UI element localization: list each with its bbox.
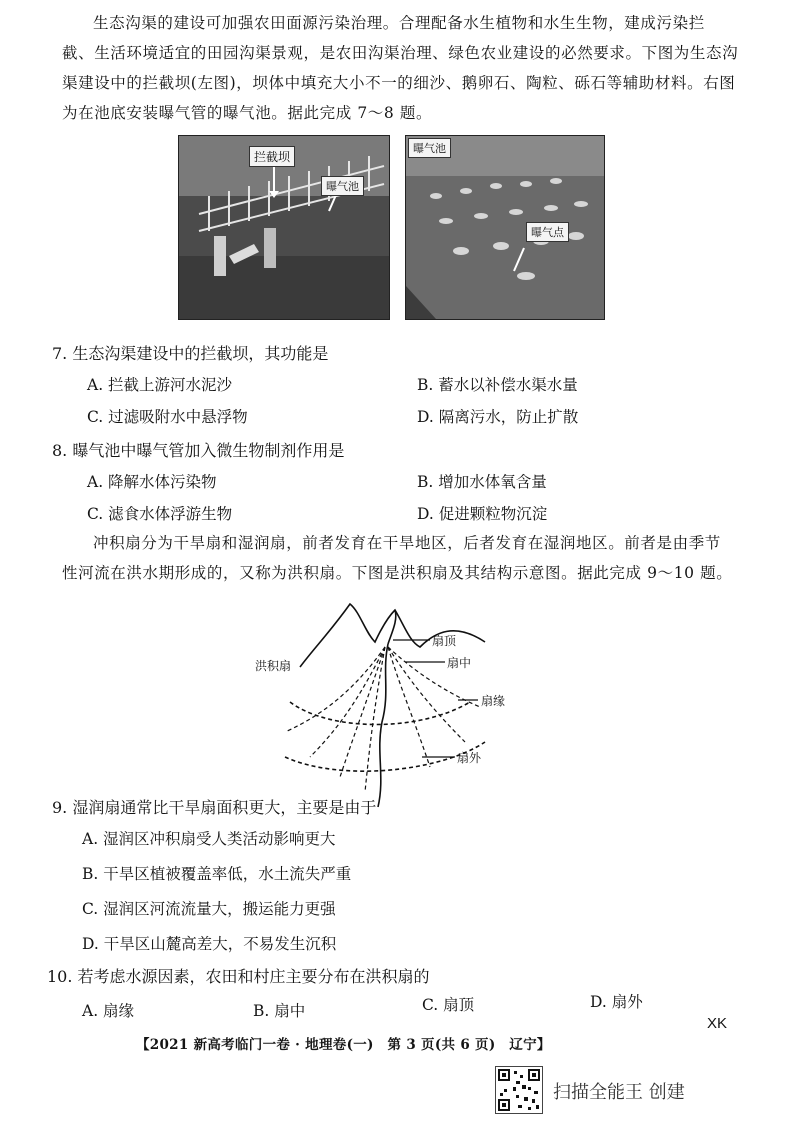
scanner-watermark: 扫描全能王 创建 [553,1082,685,1103]
q9-option-c: C. 湿润区河流流量大，搬运能力更强 [82,900,336,918]
intro2-line: 性河流在洪水期形成的，又称为洪积扇。下图是洪积扇及其结构示意图。据此完成 9～10 题。 [62,564,733,582]
page-footer: 【2021 新高考临门一卷 · 地理卷(一) 第 3 页(共 6 页) 辽宁】 [136,1037,551,1053]
intro-line: 为在池底安装曝气管的曝气池。据此完成 7～8 题。 [62,104,433,122]
q9-option-a: A. 湿润区冲积扇受人类活动影响更大 [82,830,336,848]
alluvial-fan-diagram [255,592,540,812]
q8-option-d: D. 促进颗粒物沉淀 [417,505,548,523]
intro-line: 生态沟渠的建设可加强农田面源污染治理。合理配备水生植物和水生生物，建成污染拦 [93,14,705,32]
fan-middle-label: 扇中 [447,656,472,670]
q8-option-b: B. 增加水体氧含量 [417,473,547,491]
footer-code: XK [707,1015,728,1032]
aeration-pool-photo [405,135,605,320]
dam-label: 拦截坝 [249,146,295,167]
q10-option-b: B. 扇中 [253,1002,306,1020]
fan-top-label: 扇顶 [432,634,457,648]
q7-option-b: B. 蓄水以补偿水渠水量 [417,376,578,394]
question-9-stem: 9. 湿润扇通常比干旱扇面积更大，主要是由于 [52,798,377,817]
pool-label-right: 曝气池 [408,138,451,158]
q9-option-d: D. 干旱区山麓高差大，不易发生沉积 [82,935,337,953]
fan-outside-label: 扇外 [457,751,482,765]
q8-option-c: C. 滤食水体浮游生物 [87,505,233,523]
dam-photo [178,135,390,320]
intro2-line: 冲积扇分为干旱扇和湿润扇，前者发育在干旱地区，后者发育在湿润地区。前者是由季节 [93,534,721,552]
pool-label-left: 曝气池 [321,176,364,196]
intro-paragraph-2 [62,528,752,588]
q7-option-c: C. 过滤吸附水中悬浮物 [87,408,248,426]
q9-option-b: B. 干旱区植被覆盖率低，水土流失严重 [82,865,352,883]
q8-option-a: A. 降解水体污染物 [87,473,217,491]
q10-option-d: D. 扇外 [590,993,643,1011]
fan-edge-label: 扇缘 [481,694,506,708]
question-7-stem: 7. 生态沟渠建设中的拦截坝，其功能是 [52,344,329,363]
question-8-stem: 8. 曝气池中曝气管加入微生物制剂作用是 [52,441,345,460]
question-10-stem: 10. 若考虑水源因素，农田和村庄主要分布在洪积扇的 [47,967,430,986]
intro-paragraph-1 [62,8,752,128]
q10-option-c: C. 扇顶 [422,996,475,1014]
qr-code-icon [495,1066,543,1114]
intro-line: 截、生活环境适宜的田园沟渠景观，是农田沟渠治理、绿色农业建设的必然要求。下图为生态沟 [62,44,739,62]
q10-option-a: A. 扇缘 [82,1002,135,1020]
q7-option-d: D. 隔离污水，防止扩散 [417,408,579,426]
aeration-point-label: 曝气点 [526,222,569,242]
q7-option-a: A. 拦截上游河水泥沙 [87,376,233,394]
fan-label: 洪积扇 [255,659,292,673]
intro-line: 渠建设中的拦截坝(左图)，坝体中填充大小不一的细沙、鹅卵石、陶粒、砾石等辅助材料。右图 [62,74,736,92]
